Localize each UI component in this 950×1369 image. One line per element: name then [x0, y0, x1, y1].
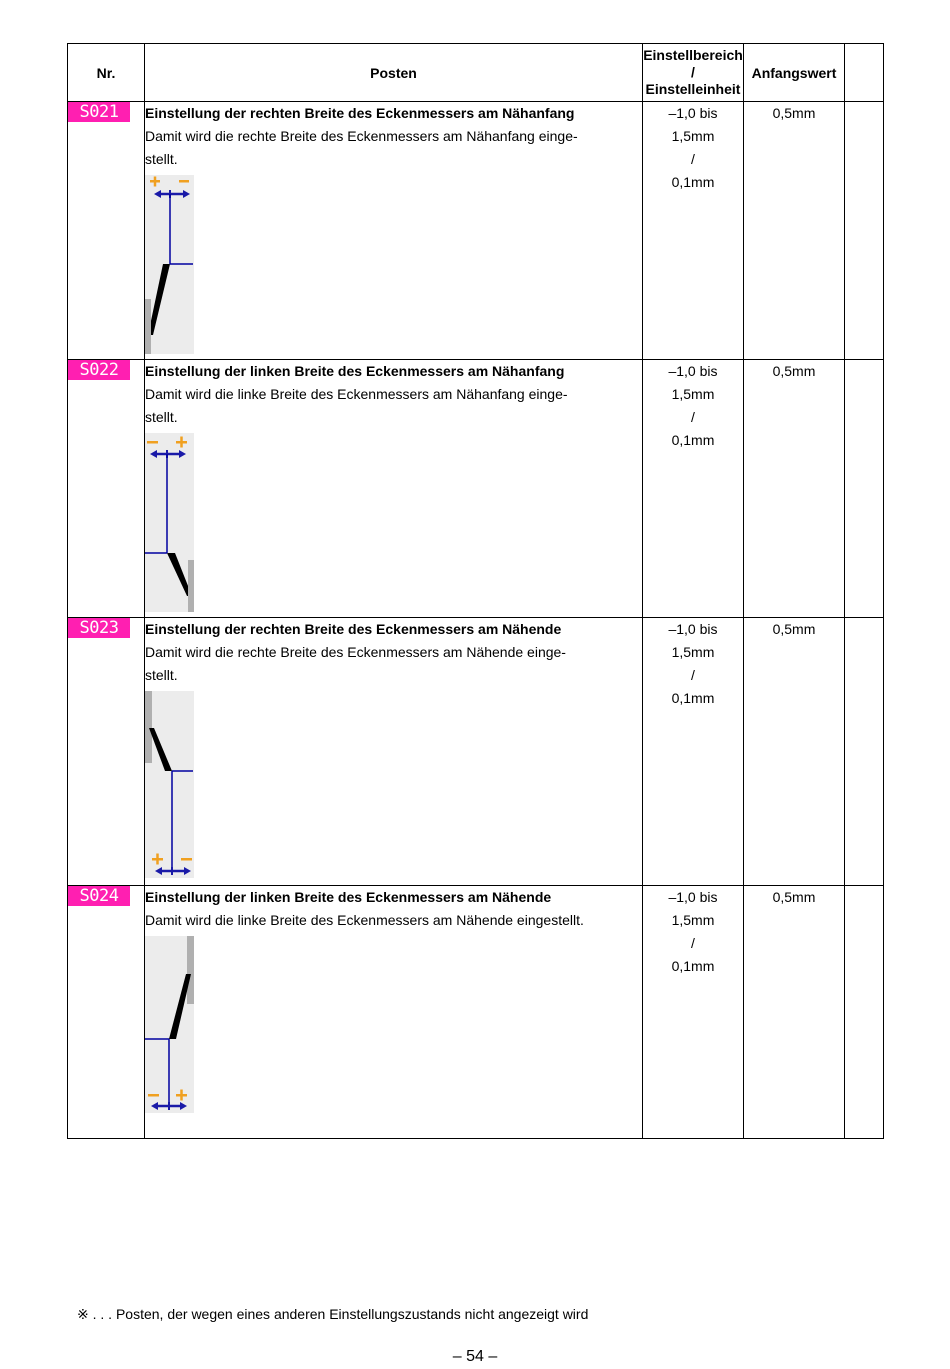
table-row	[68, 618, 884, 886]
range-from: –1,0 bis	[668, 363, 718, 379]
range-step: 0,1mm	[671, 174, 715, 190]
row-range-cell	[643, 102, 744, 360]
table-row	[68, 102, 884, 360]
header-initial: Anfangswert	[744, 44, 845, 102]
row-nr-cell	[68, 102, 145, 360]
row-blank-cell	[845, 102, 884, 360]
range-separator: /	[691, 151, 695, 167]
row-range-cell	[643, 886, 744, 1139]
range-separator: /	[691, 935, 695, 951]
header-posten: Posten	[145, 44, 643, 102]
parameter-table	[67, 43, 884, 1139]
range-from: –1,0 bis	[668, 105, 718, 121]
header-range-line1: Einstellbereich	[643, 47, 743, 63]
range-to: 1,5mm	[671, 128, 715, 144]
range-to: 1,5mm	[671, 644, 715, 660]
header-range	[643, 44, 744, 102]
header-nr: Nr.	[68, 44, 145, 102]
item-description: Damit wird die linke Breite des Eckenmessers am Nähende eingestellt.	[145, 912, 584, 928]
code-badge: S024	[68, 886, 130, 906]
item-title: Einstellung der linken Breite des Eckenmessers am Nähanfang	[145, 363, 565, 379]
code-badge: S021	[68, 102, 130, 122]
page-number: – 54 –	[452, 1348, 498, 1365]
row-initial-cell: 0,5mm	[744, 618, 845, 886]
row-blank-cell	[845, 360, 884, 618]
row-nr-cell	[68, 886, 145, 1139]
footnote: ※ . . . Posten, der wegen eines anderen Einstellungszustands nicht angezeigt wird	[77, 1306, 589, 1322]
item-title: Einstellung der linken Breite des Eckenmessers am Nähende	[145, 889, 552, 905]
row-posten-cell	[145, 360, 643, 618]
item-title: Einstellung der rechten Breite des Eckenmessers am Nähende	[145, 621, 562, 637]
range-step: 0,1mm	[671, 432, 715, 448]
row-posten-cell	[145, 886, 643, 1139]
knife-right-start-icon	[145, 175, 194, 354]
row-blank-cell	[845, 886, 884, 1139]
range-to: 1,5mm	[671, 386, 715, 402]
row-range-cell	[643, 618, 744, 886]
row-nr-cell	[68, 360, 145, 618]
code-badge: S023	[68, 618, 130, 638]
row-nr-cell	[68, 618, 145, 886]
range-from: –1,0 bis	[668, 621, 718, 637]
header-range-line2: /	[691, 64, 695, 80]
row-initial-cell: 0,5mm	[744, 102, 845, 360]
range-from: –1,0 bis	[668, 889, 718, 905]
row-initial-cell: 0,5mm	[744, 360, 845, 618]
row-posten-cell	[145, 102, 643, 360]
table-row	[68, 886, 884, 1139]
knife-left-end-icon	[145, 936, 194, 1113]
knife-left-start-icon	[145, 433, 194, 612]
table-row	[68, 360, 884, 618]
item-title: Einstellung der rechten Breite des Eckenmessers am Nähanfang	[145, 105, 575, 121]
row-blank-cell	[845, 618, 884, 886]
range-to: 1,5mm	[671, 912, 715, 928]
range-separator: /	[691, 409, 695, 425]
range-step: 0,1mm	[671, 958, 715, 974]
range-step: 0,1mm	[671, 690, 715, 706]
item-description: Damit wird die rechte Breite des Eckenmessers am Nähende einge- stellt.	[145, 644, 566, 683]
row-posten-cell	[145, 618, 643, 886]
item-description: Damit wird die rechte Breite des Eckenmessers am Nähanfang einge- stellt.	[145, 128, 578, 167]
table-header-row	[68, 44, 884, 102]
row-range-cell	[643, 360, 744, 618]
code-badge: S022	[68, 360, 130, 380]
knife-right-end-icon	[145, 691, 194, 878]
header-range-line3: Einstelleinheit	[645, 81, 741, 97]
header-blank	[845, 44, 884, 102]
item-description: Damit wird die linke Breite des Eckenmessers am Nähanfang einge- stellt.	[145, 386, 568, 425]
range-separator: /	[691, 667, 695, 683]
row-initial-cell: 0,5mm	[744, 886, 845, 1139]
